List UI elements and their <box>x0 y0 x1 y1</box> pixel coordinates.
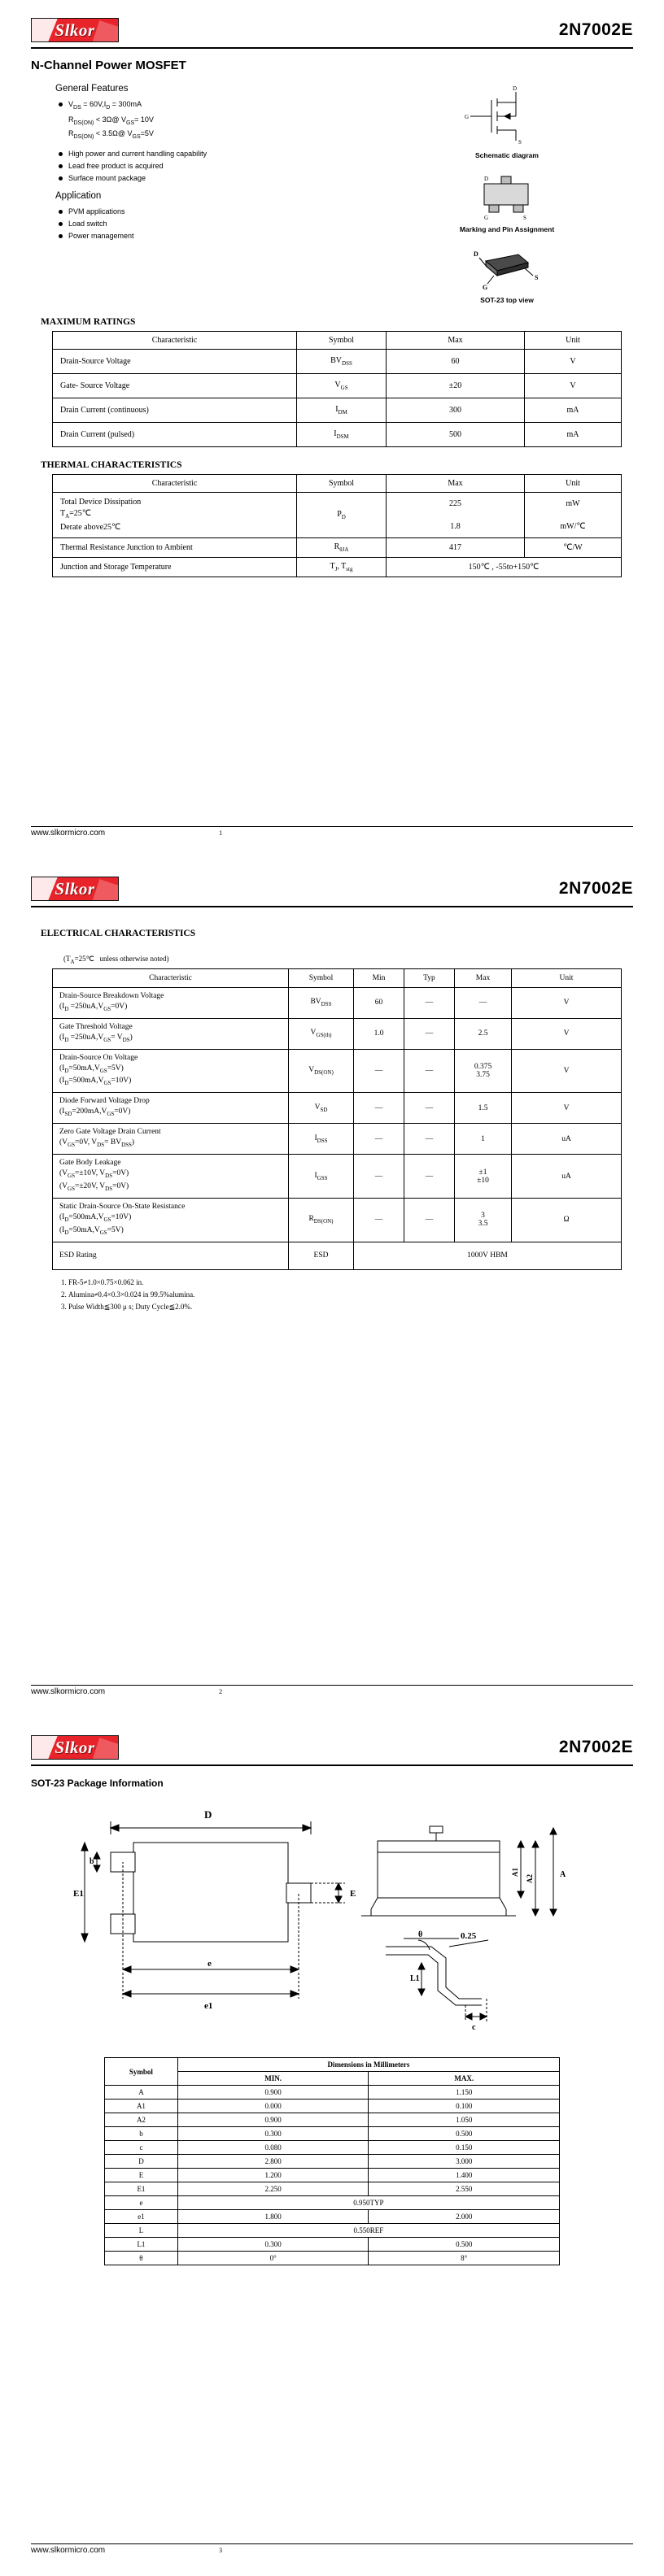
cell-span: 0.950TYP <box>177 2196 559 2210</box>
col-symbol: Symbol <box>289 968 354 987</box>
cell-symbol: $P_D$ <box>297 493 387 538</box>
application-heading: Application <box>55 191 102 202</box>
feature-sub-2: $R_{DS(ON)}$ < 3.5Ω@ $V_{GS}=5V$ <box>68 128 154 140</box>
feature-item: Lead free product is acquired <box>57 160 381 172</box>
col-typ: Typ <box>404 968 455 987</box>
col-symbol: Symbol <box>297 332 387 350</box>
general-features-heading: General Features <box>55 84 129 94</box>
cell-min: 0° <box>177 2252 369 2265</box>
footer-p1 <box>31 826 633 838</box>
table-row <box>53 493 622 538</box>
cell-max: 60 <box>387 350 525 374</box>
cell-symbol: c <box>105 2141 178 2155</box>
max-ratings-table <box>52 331 622 447</box>
thermal-heading: THERMAL CHARACTERISTICS <box>41 460 182 470</box>
table-row <box>105 2238 560 2252</box>
cell-symbol: A1 <box>105 2100 178 2113</box>
logo-text: Slkor <box>55 1737 95 1757</box>
table-row <box>53 1242 622 1269</box>
table-row <box>105 2100 560 2113</box>
cell-characteristic: Gate Body Leakage ($V_{GS}=\pm 10V$, $V_{DS}=0V$) ($V_{GS}=\pm 20V$, $V_{DS}=0V$) <box>53 1155 289 1199</box>
col-unit: Unit <box>525 332 622 350</box>
cell-max: — <box>455 987 512 1018</box>
svg-text:S: S <box>535 274 539 281</box>
logo-text: Slkor <box>55 20 95 40</box>
svg-text:G: G <box>484 215 489 221</box>
col-characteristic: Characteristic <box>53 968 289 987</box>
svg-text:θ: θ <box>418 1930 423 1939</box>
table-row <box>53 987 622 1018</box>
cell-characteristic: Drain-Source Voltage <box>53 350 297 374</box>
cell-characteristic: Thermal Resistance Junction to Ambient <box>53 538 297 558</box>
cell-min: — <box>354 1124 404 1155</box>
application-item: Load switch <box>57 218 381 229</box>
table-row <box>53 1124 622 1155</box>
cell-unit: V <box>525 374 622 398</box>
svg-text:A2: A2 <box>526 1874 534 1883</box>
cell-symbol: θ <box>105 2252 178 2265</box>
header-rule-p3 <box>31 1764 633 1766</box>
cell-symbol: L1 <box>105 2238 178 2252</box>
svg-text:A1: A1 <box>511 1868 519 1877</box>
schematic-figure <box>381 85 633 159</box>
general-features-list-2 <box>57 148 381 184</box>
cell-typ: — <box>404 1018 455 1049</box>
col-symbol: Symbol <box>105 2058 178 2086</box>
dimensions-table <box>104 2057 560 2265</box>
cell-min: 1.0 <box>354 1018 404 1049</box>
feature-item: Surface mount package <box>57 172 381 184</box>
cell-min: 2.800 <box>177 2155 369 2169</box>
svg-text:D: D <box>513 85 518 92</box>
document-header-p3 <box>31 1717 633 1760</box>
cell-min: 0.000 <box>177 2100 369 2113</box>
cell-max: 500 <box>387 423 525 447</box>
svg-text:e: e <box>208 1959 212 1969</box>
col-dimensions: Dimensions in Millimeters <box>177 2058 559 2072</box>
application-item: PVM applications <box>57 206 381 217</box>
table-row <box>53 1093 622 1124</box>
sot23-figure <box>381 243 633 304</box>
cell-symbol: D <box>105 2155 178 2169</box>
cell-min: 1.800 <box>177 2210 369 2224</box>
cell-characteristic: Diode Forward Voltage Drop $(I_{SD}=200mA,V_{GS}=0V)$ <box>53 1093 289 1124</box>
notes-list <box>68 1277 633 1313</box>
cell-characteristic: Zero Gate Voltage Drain Current ($V_{GS}=0V$, $V_{DS}= BV_{DSS}$) <box>53 1124 289 1155</box>
cell-min: — <box>354 1198 404 1242</box>
cell-max: 150℃ , -55to+150℃ <box>387 558 622 577</box>
table-row <box>53 374 622 398</box>
cell-max: 1.150 <box>369 2086 560 2100</box>
cell-symbol: $BV_{DSS}$ <box>289 987 354 1018</box>
page-2 <box>0 859 664 1717</box>
table-header-row <box>53 968 622 987</box>
table-row <box>105 2086 560 2100</box>
table-row <box>53 350 622 374</box>
cell-characteristic: Gate- Source Voltage <box>53 374 297 398</box>
col-min: MIN. <box>177 2072 369 2086</box>
table-row <box>105 2127 560 2141</box>
sot23-dimension-drawing-icon <box>36 1795 638 2039</box>
features-section <box>31 84 633 304</box>
cell-max: 0.150 <box>369 2141 560 2155</box>
cell-symbol: $V_{SD}$ <box>289 1093 354 1124</box>
max-ratings-heading: MAXIMUM RATINGS <box>41 317 136 327</box>
cell-min: 0.900 <box>177 2086 369 2100</box>
table-row <box>105 2196 560 2210</box>
table-row <box>105 2169 560 2182</box>
table-row <box>105 2210 560 2224</box>
cell-max: 2.550 <box>369 2182 560 2196</box>
cell-unit: ℃/W <box>525 538 622 558</box>
table-row <box>105 2141 560 2155</box>
cell-max: 3.000 <box>369 2155 560 2169</box>
cell-symbol: e <box>105 2196 178 2210</box>
cell-min: 2.250 <box>177 2182 369 2196</box>
svg-text:S: S <box>518 139 522 146</box>
feature-item: High power and current handling capability <box>57 148 381 159</box>
cell-typ: — <box>404 1198 455 1242</box>
sot23-top-view-icon <box>434 243 580 294</box>
cell-characteristic: Drain-Source On Voltage $(I_D=50mA,V_{GS}=5V)$ $(I_D=500mA,V_{GS}=10V)$ <box>53 1049 289 1093</box>
footer-url: www.slkormicro.com <box>31 2546 106 2555</box>
svg-text:D: D <box>204 1808 212 1821</box>
header-rule-p2 <box>31 906 633 907</box>
svg-text:E: E <box>350 1889 356 1899</box>
package-heading: SOT-23 Package Information <box>31 1778 164 1789</box>
table-row <box>53 1049 622 1093</box>
table-row <box>53 1018 622 1049</box>
table-row <box>105 2224 560 2238</box>
cell-symbol: $R_{\theta JA}$ <box>297 538 387 558</box>
svg-text:b: b <box>90 1857 94 1866</box>
cell-max: 1.400 <box>369 2169 560 2182</box>
col-characteristic: Characteristic <box>53 332 297 350</box>
table-header-row <box>105 2058 560 2072</box>
cell-span: 0.550REF <box>177 2224 559 2238</box>
table-row <box>53 558 622 577</box>
cell-max: 2.000 <box>369 2210 560 2224</box>
cell-max: ±20 <box>387 374 525 398</box>
application-list <box>57 206 381 242</box>
feature-item: $V_{DS} = 60V,I_D = 300mA$ <box>57 98 381 114</box>
note-item: 2. Alumina≠0.4×0.3×0.024 in 99.5%alumina. <box>68 1289 633 1301</box>
cell-symbol: E1 <box>105 2182 178 2196</box>
footer-url: www.slkormicro.com <box>31 1687 106 1696</box>
cell-unit: V <box>525 350 622 374</box>
cell-max: 3 3.5 <box>455 1198 512 1242</box>
table-row <box>53 538 622 558</box>
cell-min: — <box>354 1049 404 1093</box>
svg-text:L1: L1 <box>410 1974 420 1983</box>
schematic-caption: Schematic diagram <box>475 151 539 159</box>
document-header-p2 <box>31 859 633 901</box>
cell-typ: — <box>404 987 455 1018</box>
svg-text:G: G <box>465 114 470 120</box>
cell-max: 8° <box>369 2252 560 2265</box>
part-number-p3: 2N7002E <box>558 1738 633 1756</box>
page-3 <box>0 1717 664 2576</box>
cell-min: 0.300 <box>177 2127 369 2141</box>
table-row <box>105 2155 560 2169</box>
col-unit: Unit <box>512 968 622 987</box>
table-row <box>53 1155 622 1199</box>
cell-max: ±1 ±10 <box>455 1155 512 1199</box>
table-row <box>105 2252 560 2265</box>
table-header-row <box>53 475 622 493</box>
cell-max: 0.100 <box>369 2100 560 2113</box>
cell-unit: uA <box>512 1155 622 1199</box>
page-number: 2 <box>219 1688 223 1695</box>
table-row <box>53 423 622 447</box>
col-characteristic: Characteristic <box>53 475 297 493</box>
cell-symbol: $I_{DM}$ <box>297 398 387 423</box>
footer-p3 <box>31 2543 633 2555</box>
test-condition: ($T_A=25℃$ unless otherwise noted) <box>63 955 169 965</box>
cell-min: — <box>354 1155 404 1199</box>
marking-caption: Marking and Pin Assignment <box>459 225 555 233</box>
cell-symbol: $R_{DS(ON)}$ <box>289 1198 354 1242</box>
col-max: Max <box>455 968 512 987</box>
cell-characteristic: ESD Rating <box>53 1242 289 1269</box>
cell-characteristic: Drain-Source Breakdown Voltage $(I_D =250uA,V_{GS}=0V)$ <box>53 987 289 1018</box>
general-features-list <box>57 98 381 114</box>
cell-symbol: $BV_{DSS}$ <box>297 350 387 374</box>
cell-unit: V <box>512 1093 622 1124</box>
cell-unit: uA <box>512 1124 622 1155</box>
cell-unit: mW mW/℃ <box>525 493 622 538</box>
cell-max: 1 <box>455 1124 512 1155</box>
cell-symbol: $V_{GS}$ <box>297 374 387 398</box>
svg-text:E1: E1 <box>73 1889 84 1899</box>
cell-symbol: E <box>105 2169 178 2182</box>
cell-unit: mA <box>525 398 622 423</box>
cell-max: 2.5 <box>455 1018 512 1049</box>
table-row <box>105 2182 560 2196</box>
cell-max: 1.050 <box>369 2113 560 2127</box>
cell-symbol: b <box>105 2127 178 2141</box>
cell-characteristic: Static Drain-Source On-State Resistance $(I_D=500mA,V_{GS}=10V)$ $(I_D=50mA,V_{GS}=5V)$ <box>53 1198 289 1242</box>
electrical-characteristics-table <box>52 968 622 1270</box>
cell-max: 225 1.8 <box>387 493 525 538</box>
svg-text:0.25: 0.25 <box>461 1931 477 1941</box>
cell-symbol: L <box>105 2224 178 2238</box>
cell-symbol: $V_{DS(ON)}$ <box>289 1049 354 1093</box>
svg-text:e1: e1 <box>204 2001 213 2011</box>
logo-text: Slkor <box>55 878 95 899</box>
slkor-logo <box>31 18 119 42</box>
svg-text:D: D <box>484 176 489 182</box>
cell-typ: — <box>404 1124 455 1155</box>
dimensions-table-wrap <box>31 2057 633 2265</box>
document-header <box>31 0 633 42</box>
cell-min: 1.200 <box>177 2169 369 2182</box>
part-number-p2: 2N7002E <box>558 879 633 898</box>
col-max: MAX. <box>369 2072 560 2086</box>
cell-symbol: $I_{DSM}$ <box>297 423 387 447</box>
page-title: N-Channel Power MOSFET <box>31 59 186 72</box>
cell-characteristic: Total Device Dissipation $T_A=25℃$ Derate above25℃ <box>53 493 297 538</box>
cell-max: 0.375 3.75 <box>455 1049 512 1093</box>
cell-min: 0.300 <box>177 2238 369 2252</box>
slkor-logo <box>31 877 119 901</box>
cell-symbol: $V_{GS(th)}$ <box>289 1018 354 1049</box>
schematic-diagram-icon <box>438 85 576 149</box>
cell-symbol: $I_{DSS}$ <box>289 1124 354 1155</box>
table-row <box>105 2113 560 2127</box>
col-max: Max <box>387 332 525 350</box>
header-rule-p1 <box>31 47 633 49</box>
marking-figure <box>381 169 633 233</box>
cell-min: 60 <box>354 987 404 1018</box>
cell-characteristic: Drain Current (continuous) <box>53 398 297 423</box>
svg-text:c: c <box>472 2023 476 2032</box>
cell-typ: — <box>404 1049 455 1093</box>
application-item: Power management <box>57 230 381 242</box>
cell-min: 0.080 <box>177 2141 369 2155</box>
page-1 <box>0 0 664 859</box>
package-drawing <box>36 1795 638 2039</box>
col-max: Max <box>387 475 525 493</box>
cell-max: 0.500 <box>369 2238 560 2252</box>
svg-text:A: A <box>560 1870 566 1879</box>
cell-symbol: A <box>105 2086 178 2100</box>
cell-max: 0.500 <box>369 2127 560 2141</box>
cell-max: 417 <box>387 538 525 558</box>
col-symbol: Symbol <box>297 475 387 493</box>
svg-text:G: G <box>483 284 488 291</box>
table-header-row <box>53 332 622 350</box>
cell-unit: V <box>512 987 622 1018</box>
slkor-logo <box>31 1735 119 1760</box>
electrical-heading: ELECTRICAL CHARACTERISTICS <box>41 929 196 938</box>
cell-max: 300 <box>387 398 525 423</box>
cell-symbol: e1 <box>105 2210 178 2224</box>
thermal-table <box>52 474 622 577</box>
col-unit: Unit <box>525 475 622 493</box>
cell-esd-rating: 1000V HBM <box>354 1242 622 1269</box>
feature-sub-1: $R_{DS(ON)}$ < 3Ω@ $V_{GS}= 10V$ <box>68 115 154 126</box>
cell-typ: — <box>404 1155 455 1199</box>
footer-p2 <box>31 1685 633 1696</box>
cell-characteristic: Gate Threshold Voltage $(I_D =250uA,V_{GS}= V_{DS})$ <box>53 1018 289 1049</box>
marking-pin-assignment-icon <box>434 169 580 223</box>
col-min: Min <box>354 968 404 987</box>
table-row <box>53 398 622 423</box>
svg-text:S: S <box>523 215 526 221</box>
cell-unit: V <box>512 1018 622 1049</box>
table-row <box>53 1198 622 1242</box>
note-item: 1. FR-5≠1.0×0.75×0.062 in. <box>68 1277 633 1289</box>
cell-unit: mA <box>525 423 622 447</box>
part-number-p1: 2N7002E <box>558 20 633 39</box>
cell-symbol: $T_J$, $T_{stg}$ <box>297 558 387 577</box>
page-number: 3 <box>219 2547 223 2554</box>
note-item: 3. Pulse Width≦300 μ s; Duty Cycle≦2.0%. <box>68 1301 633 1313</box>
footer-url: www.slkormicro.com <box>31 829 106 838</box>
page-number: 1 <box>219 829 223 837</box>
cell-symbol: A2 <box>105 2113 178 2127</box>
sot23-caption: SOT-23 top view <box>480 296 534 304</box>
cell-unit: Ω <box>512 1198 622 1242</box>
cell-characteristic: Junction and Storage Temperature <box>53 558 297 577</box>
cell-max: 1.5 <box>455 1093 512 1124</box>
cell-unit: V <box>512 1049 622 1093</box>
cell-min: 0.900 <box>177 2113 369 2127</box>
cell-min: — <box>354 1093 404 1124</box>
cell-symbol: ESD <box>289 1242 354 1269</box>
cell-characteristic: Drain Current (pulsed) <box>53 423 297 447</box>
cell-typ: — <box>404 1093 455 1124</box>
cell-symbol: $I_{GSS}$ <box>289 1155 354 1199</box>
svg-text:D: D <box>474 250 478 258</box>
